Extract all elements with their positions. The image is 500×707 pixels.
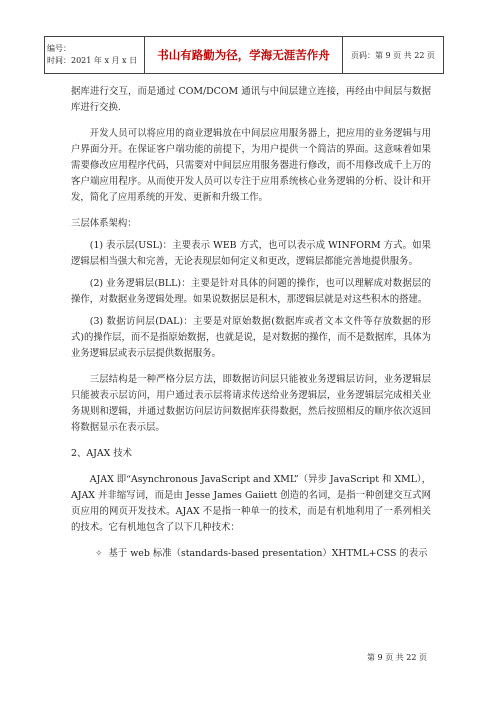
paragraph-continued: 据库进行交互，而是通过 COM/DCOM 通讯与中间层建立连接，再经由中间层与数据库进行交换. (71, 86, 431, 113)
header-date: 时间：2021 年 x 月 x 日 (47, 56, 138, 65)
header-motto: 书山有路勤为径，学海无涯苦作舟 (145, 37, 343, 73)
header-meta (45, 37, 145, 73)
paragraph-architecture-heading: 三层体系架构： (71, 218, 137, 229)
bullet-text: 基于 web 标准（standards-based presentation）XHTML+CSS 的表示 (108, 548, 428, 559)
page-footer: 第 9 页 共 22 页 (367, 653, 427, 662)
header-page-number: 页码：第 9 页 共 22 页 (351, 50, 435, 60)
paragraph-usl: (1) 表示层(USL)：主要表示 WEB 方式，也可以表示成 WINFORM 方式。如果逻辑层相当强大和完善，无论表现层如何定义和更改，逻辑层都能完善地提供服务。 (71, 240, 431, 267)
document-body (71, 84, 431, 562)
paragraph-middle-tier: 开发人员可以将应用的商业逻辑放在中间层应用服务器上，把应用的业务逻辑与用户界面分开。在保证客户端功能的前提下，为用户提供一个简洁的界面。这意味着如果需要修改应用程序代码，只需要对中间层应用服务器进行修改，而不用修改成千上万的客户端应用程序。从而使开发人员可以专注于应用系统核心业务逻辑的分析、设计和开发，简化了应用系统的开发、更新和升级工作。 (71, 128, 431, 203)
header-code: 编号： (47, 44, 71, 53)
page-header (44, 36, 444, 74)
paragraph-bll: (2) 业务逻辑层(BLL)：主要是针对具体的问题的操作，也可以理解成对数据层的操作，对数据业务逻辑处理。如果说数据层是积木，那逻辑层就是对这些积木的搭建。 (71, 278, 431, 305)
paragraph-dal: (3) 数据访问层(DAL)：主要是对原始数据(数据库或者文本文件等存放数据的形式)的操作层，而不是指原始数据，也就是说，是对数据的操作，而不是数据库，具体为业务逻辑层或表示层提供数据服务。 (71, 316, 431, 359)
section-heading-ajax: 2、AJAX 技术 (71, 448, 133, 459)
paragraph-strict-layering: 三层结构是一种严格分层方法，即数据访问层只能被业务逻辑层访问，业务逻辑层只能被表示层访问，用户通过表示层将请求传送给业务逻辑层，业务逻辑层完成相关业务规则和逻辑，并通过数据访问层访问数据库获得数据，然后按照相反的顺序依次返回将数据显示在表示层。 (71, 374, 431, 433)
paragraph-ajax-intro: AJAX 即“Asynchronous JavaScript and XML”（异步 JavaScript 和 XML），AJAX 并非缩写词，而是由 Jesse James Gaiiett 创造的名词，是指一种创建交互式网页应用的网页开发技术。AJAX 不是指一种单一的技术，而是有机地利用了一系列相关的技术。它有机地包含了以下几种技术： (71, 474, 431, 533)
diamond-bullet-icon: ✧ (95, 549, 103, 559)
bullet-item (95, 546, 431, 562)
